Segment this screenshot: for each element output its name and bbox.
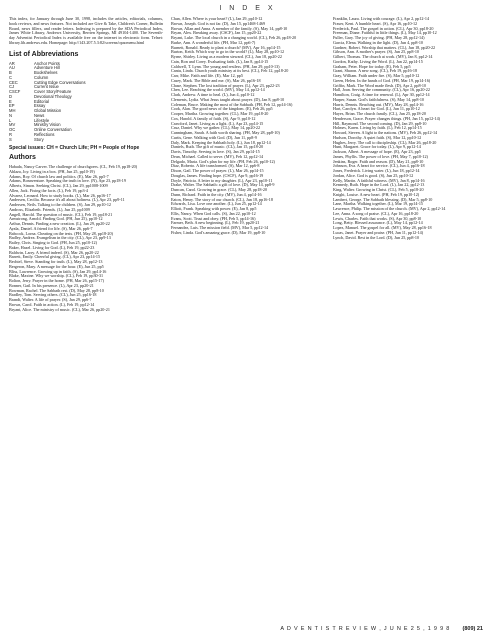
index-entry: Bradley, Tom. Serving others. (CL), Jun 25, pp16-18 xyxy=(9,292,97,298)
abbreviation-meaning: Devotional Theology xyxy=(34,93,72,99)
index-entry: Knight, Louise. A new heart. (PH, Feb 19, pp10-12) xyxy=(333,191,420,197)
publication-line: A D V E N T I S T R E V I E W , J U N E 2 5 , 1 9 9 8 xyxy=(280,626,451,632)
index-entry: Duncan, Carol. Growing in grace. (CL), May 28, pp18-20 xyxy=(171,187,268,192)
abbreviation-code: AU xyxy=(9,65,15,71)
abbreviation-code: MV xyxy=(9,122,16,128)
index-entry: Eaton, Henry. The story of our church. (CL), Jun 18, pp16-18 xyxy=(171,196,273,202)
index-entry: Hamilton, Craig. A time for renewal. (L), Apr 30, pp12-14 xyxy=(333,92,430,97)
index-entry: Brandt, Walter. A life of prayer. (S), Jan 29, pp6-7 xyxy=(9,297,92,302)
index-entry: Dunn, Richard. Faith in the city. (MV), Jun 4, pp14-16 xyxy=(171,191,262,197)
special-issues-note: Special issues: CH = Church Life; PH = People of Hope xyxy=(9,145,140,152)
index-entry: Byrne, Shirley. Living as a modern steward. (CL), Jun 18, pp20-22 xyxy=(171,54,282,59)
index-entry: Hill, Raymond. The second coming. (D), Jan 29, pp8-10 xyxy=(333,120,427,126)
index-entry: Burke, Ann. A wonderful life. (PH, Mar 12, pp6-7) xyxy=(171,39,256,45)
index-entry: Andersen, Neils. Talking to the children. (S), Jan 29, pp10-12 xyxy=(9,202,111,207)
index-entry: Barrett, Emily. Cheerful giving. (CL), Apr 23, pp14-15 xyxy=(9,254,101,260)
index-entry: Hayes, Brian. The church family. (CL), Jun 25, pp18-20 xyxy=(333,111,426,116)
index-entry: Delgado, Maria. God's plan for my life. (PH, Feb 26, pp10-12) xyxy=(171,158,275,164)
abbreviation-code: R xyxy=(9,131,12,137)
index-columns xyxy=(9,17,487,617)
index-entry: Lambert, George. The Sabbath blessing. (D), Mar 5, pp8-10 xyxy=(333,196,433,202)
index-entry: Hall, Joan. Serving the community. (CL), Apr 16, pp20-22 xyxy=(333,87,430,93)
index-entry: Bryant, Luke. The local church in a changing world. (CL), Feb 26, pp18-20 xyxy=(171,35,297,40)
abbreviation-meaning: Cutting Edge Conversations xyxy=(34,79,86,85)
index-entry: Cain, Ron and Corey. Evaluating faith. (L), Jan 8, pp14-15 xyxy=(171,58,269,64)
index-entry: Crawford, Janet. Living as a light. (L), Apr 23, pp14-15 xyxy=(171,120,264,126)
index-entry: Brown, Joseph. God is not far. (D), Jan 15, pp1468-1469 xyxy=(171,20,266,26)
abbreviations-list xyxy=(9,62,163,143)
index-entry: Garcia, Elena. Walking in the light. (D), Jun 4, pp8-10 xyxy=(333,39,423,45)
index-entry: Brown, Carol. Faith in action. (L), Feb 19, pp12-14 xyxy=(9,301,95,307)
index-entry: Cooper, Martha. Growing together. (CL), Mar 19, pp18-20 xyxy=(171,111,269,116)
index-entry: Clements, Lydia. What Jesus taught about prayer. (D), Jan 8, pp8-10 xyxy=(171,96,285,102)
abbreviation-code: L xyxy=(9,117,12,123)
index-entry: Brown, Allan and Anna. A member of the family. (S), May 14, pp8-10 xyxy=(171,25,288,31)
index-entry: Frederick, Paul. The gospel in action. (CL), Apr 30, pp18-20 xyxy=(333,25,434,31)
index-entry: Daly, Mark. Keeping the Sabbath holy. (L), Jun 18, pp12-14 xyxy=(171,139,271,145)
index-entry: James, Phyllis. The power of love. (PH, May 7, pp10-12) xyxy=(333,153,428,159)
abbreviation-meaning: Online Conversation xyxy=(34,127,72,132)
index-entry: Farmer, Beth. A new beginning. (L), Feb 19, pp20-21 xyxy=(171,220,260,226)
index-entry: Dixon, Gail. The power of prayer. (L), Mar 26, pp14-15 xyxy=(171,168,264,173)
abbreviation-meaning: Editorial xyxy=(34,98,49,104)
abbreviation-code: D xyxy=(9,93,12,99)
index-entry: Curtis, Gene. Walking with God. (D), Jun 11, pp8-9 xyxy=(171,134,257,140)
index-entry: Baldwin, Larry. A friend indeed. (S), Mar 26, pp20-22 xyxy=(9,249,99,255)
index-entry: Drake, Walter. The Sabbath: a gift of love. (D), May 14, pp8-9 xyxy=(171,182,275,188)
abbreviation-meaning: Column xyxy=(34,74,49,80)
index-entry: Cantu, Linda. Church youth ministry at its best. (CL), Feb 12, pp18-20 xyxy=(171,68,289,74)
abbreviation-meaning: Bookshelves xyxy=(34,70,58,75)
index-entry: Gray, William. Faith under fire. (S), Mar 5, pp10-12 xyxy=(333,73,420,78)
index-entry: Evans, Scott. Trust and obey. (PH, Feb 5, pp14-16) xyxy=(171,215,256,221)
abbreviation-meaning: Cover Story/Feature xyxy=(34,89,72,94)
abbreviation-code: CSCF xyxy=(9,89,21,94)
abbreviation-meaning: Ministry Vision xyxy=(34,122,61,128)
index-entry: Caldwell, T. Lynn. The young and restless. (PH, Jan 29, pp10-13) xyxy=(171,63,280,69)
index-entry: Hudson, Dorothy. A quiet faith. (S), Mar 12, pp10-12 xyxy=(333,134,422,140)
index-entry: Hughes, Jerry. The call to discipleship. (CL), Mar 26, pp18-20 xyxy=(333,139,437,145)
index-entry: Diaz, Roberto. A life transformed. (S), Mar 12, pp6-8 xyxy=(171,163,260,169)
index-entry: Gilbert, Thomas. The church at work. (MV), Jan 8, pp12-14 xyxy=(333,54,433,59)
index-entry: Adams, Roy. Of church law and politics. (E), Mar 26, pp5-7 xyxy=(9,173,109,179)
abbreviation-code: MH xyxy=(9,108,16,113)
index-entry: Cox, Harold. A family of faith. (S), Apr 9, pp10-12 xyxy=(171,115,256,121)
index-entry: King, Walter. Growing in Christ. (CL), Feb 5, pp18-20 xyxy=(333,187,424,192)
index-entry: Casey, Mark. The Bible and me. (S), Mar 26, pp16-18 xyxy=(171,77,261,83)
index-entry: Ablaza, Joy. Living in a box. (PH, Jun 25, pp10-19) xyxy=(9,168,95,174)
index-entry: Elliott, Frank. Speaking with power. (E), Jan 8, pp5 xyxy=(171,206,257,211)
index-entry: Dean, Michael. Called to serve. (MV), Feb 12, pp12-14 xyxy=(171,153,264,159)
index-entry: Cruz, Daniel. Why we gather. (CL), May 14, pp20-22 xyxy=(171,125,261,131)
index-entry: Bonner, Gail. In his presence. (L), Apr 23, pp20-21 xyxy=(9,282,94,288)
index-entry: Badley, Andrea. Evangelism in the city. (CL), Apr 23, pp9-13 xyxy=(9,235,111,241)
column-3 xyxy=(333,17,487,617)
abbreviation-code: OC xyxy=(9,127,16,132)
abbreviation-meaning: News xyxy=(34,112,45,118)
index-entry: Burnett, Ronald. Ready to plant a church? (MV), Apr 16, pp14-15 xyxy=(171,44,281,50)
index-entry: Bolton, Jerry. Prayer in the home. (PH, Mar 26, pp15-17) xyxy=(9,278,104,283)
index-entry: Gordon, Kathy. Living the Word. (L), Jan 22, pp14-15 xyxy=(333,58,423,64)
index-entry: Gardner, Robert. Worship that matters. (CL), Jun 18, pp20-22 xyxy=(333,44,436,50)
index-entry: Lawrence, Philip. The mission of the church. (MV), Apr 2, pp12-14 xyxy=(333,206,446,211)
index-entry: Lane, Martha. Walking together. (L), Mar 19, pp14-15 xyxy=(333,201,423,207)
index-entry: Henderson, Grace. Prayer changes things. (PH, Jan 15, pp12-14) xyxy=(333,115,441,121)
abbreviation-code: CEC xyxy=(9,79,18,85)
index-entry: Johnson, Eva. A heart for service. (CL), Jun 4, pp16-18 xyxy=(333,163,425,169)
index-entry: Griffin, Mark. The Word made flesh. (D), Apr 2, pp8-10 xyxy=(333,82,427,88)
index-entry: Graham, Peter. Hope for today. (E), Feb 5, pp5 xyxy=(333,63,411,69)
index-entry: Davis, Timothy. Serving in love. (S), Jan 29, pp14-15 xyxy=(171,149,260,154)
index-entry: Carr, Mike. Faith and life. (E), Mar 12, pp5 xyxy=(171,73,243,78)
index-entry: Jackson, Albert. A message of hope. (E), Apr 23, pp5 xyxy=(333,149,421,154)
index-entry: Cook, Alan. The good news of the kingdom. (E), Feb 26, pp5 xyxy=(171,106,273,112)
index-entry: Jordan, Alice. God is good. (S), Jun 25, pp10-12 xyxy=(333,172,414,178)
index-entry: Clark, Andrew. A time to heal. (L), Jun 4, pp10-12 xyxy=(171,92,255,97)
abbreviation-meaning: Anchor Points xyxy=(34,60,60,66)
index-entry: Lucas, Janet. Prayer and praise. (PH, Jun 11, pp12-14) xyxy=(333,229,424,235)
index-header: I N D E X xyxy=(219,5,276,12)
index-entry: Habada, Nancy Carver. The challenge of churchgoers. (CL, Feb 19, pp18-20) xyxy=(9,164,138,169)
index-entry: Harris, Dennis. Reaching out. (MV), May 28, pp14-16 xyxy=(333,101,424,107)
index-entry: Edwards, Lisa. Love one another. (L), Jun 25, pp12-14 xyxy=(171,201,262,207)
index-entry: Chase, Stephen. The lost tradition of prayer. (L), Apr 23, pp22-23 xyxy=(171,82,280,88)
index-entry: Long, Betty. Blessed assurance. (L), May 14, pp12-14 xyxy=(333,220,423,226)
page-footer xyxy=(280,626,483,632)
abbreviation-meaning: Lifestyle xyxy=(34,117,50,123)
column-2 xyxy=(171,17,325,617)
abbreviation-code: N xyxy=(9,112,12,118)
index-entry: Chan, Allen. Where is your heart? (L), Jan 29, pp10-12 xyxy=(171,17,263,21)
page-number: (809) 21 xyxy=(462,626,483,632)
abbreviation-meaning: Adventure Hill xyxy=(34,65,60,71)
abbreviation-code: C xyxy=(9,74,12,80)
index-entry: Alberts, Simon. Seeking Christ. (CL), Jan 29, pp1008-1009 xyxy=(9,183,108,188)
index-entry: Alvarez, Leonard. How to study books. (L), Mar 26, pp16-17 xyxy=(9,192,111,198)
index-entry: Lynch, David. Rest in the Lord. (D), Jun 25, pp8-10 xyxy=(333,234,420,240)
index-entry: Bryant, Alice. The ministry of music. (CL), Mar 26, pp20-21 xyxy=(9,306,110,312)
index-entry: Daniels, Ruth. The gift of music. (CL), Jan 15, pp18-20 xyxy=(171,144,264,150)
abbreviation-code: E xyxy=(9,98,12,104)
index-entry: Adams, Bonaventure. Speaking the truth in love. (N), Apr 23, pp18-19 xyxy=(9,178,126,184)
index-entry: Franklin, Laura. Living with courage. (L), Apr 2, pp12-14 xyxy=(333,17,430,21)
index-entry: Bryan, Alex. Breaking away. (CSCF), Jan 15, pp20-22 xyxy=(171,30,262,36)
index-entry: Lopez, Manuel. The gospel for all. (MV), May 28, pp16-18 xyxy=(333,225,432,230)
index-entry: Fernandez, Luis. The mission field. (MV), Mar 5, pp12-14 xyxy=(171,225,269,230)
index-entry: Bechtel, Steve. Standing for truth. (L), May 28, pp12-13 xyxy=(9,259,103,264)
index-entry: Fisher, Linda. God's amazing grace. (D), Mar 19, pp8-10 xyxy=(171,229,266,235)
index-entry: Kennedy, Ruth. Hope in the Lord. (L), Jan 22, pp12-13 xyxy=(333,182,425,188)
abbreviation-meaning: Story xyxy=(34,136,44,142)
index-entry: Fuller, Gary. The joy of giving. (PH, May 28, pp12-14) xyxy=(333,35,425,40)
index-entry: Harper, Susan. God's faithfulness. (S), May 14, pp8-10 xyxy=(333,96,424,102)
abbreviation-meaning: Reflections xyxy=(34,131,55,137)
index-entry: Chen, Lee. Reaching the world. (MV), May 14, pp12-14 xyxy=(171,87,265,93)
index-entry: Ayala, Daniel. A friend for life. (S), Mar 26, pp6-7 xyxy=(9,225,93,231)
index-entry: Hunt, Margaret. Grace for today. (L), Apr 9, pp12-14 xyxy=(333,144,421,150)
author-entries-2 xyxy=(171,17,325,236)
intro-paragraph: This index, for January through June 30, 1998, includes the articles, editorials, columns, book reviews, and news features. Not included are Give & Take, Children's Corner, Bulletin Board, news fillers, and reader letters. Indexing is prepared by the SDA Periodical Index, James White Library, Andrews University, Berrien Springs, MI 49104-1400. The Seventh-day Adventist Periodical Index is available free on the internet in electronic form. Telnet: library.lib.andrews.edu. Homepage: http://143.207.5.3:82/screens/opacmenu.html xyxy=(9,17,163,45)
author-entries-1 xyxy=(9,165,163,312)
index-entry: Armstrong, Arnold. Finding God. (PH, Jun 25), pp10-12 xyxy=(9,216,103,222)
index-entry: Lewis, Charles. Faith that works. (S), Apr 30, pp8-10 xyxy=(333,215,422,221)
index-entry: Bliss, Lawrence. Growing up in faith. (S), Jan 29, pp14-16 xyxy=(9,268,107,274)
abbreviation-meaning: Global Mission xyxy=(34,108,62,113)
index-entry: Allen, Jack. Fixing the facts. (L), Feb 19, pp3-4 xyxy=(9,187,89,193)
abbreviation-code: S xyxy=(9,136,12,142)
index-entry: Bergeron, Mary. A message for the hour. (E), Jun 25, pp5 xyxy=(9,263,104,269)
index-entry: Jones, Frederick. Living water. (L), Jun 18, pp12-14 xyxy=(333,168,420,173)
index-entry: Andersen, Cecilia. Because it's all about holiness. (L), Apr 23, pp9-11 xyxy=(9,197,125,203)
column-1 xyxy=(9,17,163,617)
index-entry: Grant, Sharon. A new song. (CL), Feb 19, pp16-18 xyxy=(333,68,418,74)
abbreviation-code: B xyxy=(9,70,12,75)
index-entry: Douglas, James. Finding hope. (CSCF), Apr 9, pp16-19 xyxy=(171,172,264,178)
abbreviation-code: CJ xyxy=(9,84,15,90)
index-entry: Green, Helen. In the hands of God. (PH, Mar 19, pp14-16) xyxy=(333,77,431,83)
index-entry: Fraser, Kent. A humble heart. (S), Apr 16, pp10-12 xyxy=(333,20,418,26)
index-entry: Doyle, Patricia. A letter to my daughter. (L), Apr 23, pp10-11 xyxy=(171,177,273,183)
index-entry: Lee, Anna. A song of praise. (CL), Apr 16, pp18-20 xyxy=(333,210,419,216)
index-entry: Hart, Carolyn. A heart for God. (L), Jun 11, pp10-12 xyxy=(333,106,420,112)
authors-title: Authors xyxy=(9,154,36,161)
abbreviation-meaning: Essay xyxy=(34,103,46,109)
index-entry: Gibson, Ann. A mother's prayer. (S), Jun 25, pp8-10 xyxy=(333,49,419,55)
index-entry: Jenkins, Roger. Faith and reason. (D), May 21, pp8-10 xyxy=(333,158,424,164)
index-entry: Howard, Steven. A light to the nations. (MV), Feb 26, pp12-14 xyxy=(333,130,438,135)
index-entry: Baker, Hazel. Living for God. (L), Feb 19, pp22-23 xyxy=(9,244,95,250)
abbreviation-code: EP xyxy=(9,103,15,109)
index-entry: Coleman, Bruce. Making the most of the Sabbath. (PH, Feb 12, pp14-16) xyxy=(171,101,293,107)
index-entry: Arthur, Dennis. Finding a new creation. (L), Jan 29, pp20-22 xyxy=(9,221,110,226)
index-entry: Babcock, Lorna. Cheating on the tests. (PH, May 28, pp18-20) xyxy=(9,230,113,236)
abbreviation-meaning: Current Issue xyxy=(34,84,59,90)
index-entry: Bowman, Rachel. The Sabbath rest. (D), May 28, pp8-10 xyxy=(9,287,104,293)
abbreviation-code: AR xyxy=(9,60,15,66)
index-entry: Andross, Elizabeth. Friends. (L), Jun 25, pp1009 xyxy=(9,206,90,212)
index-entry: Holmes, Karen. Living by faith. (L), Feb 12, pp14-15 xyxy=(333,125,422,131)
abbreviations-title: List of Abbreviations xyxy=(9,50,79,58)
index-entry: Blake, Maxine. Why we worship. (CL), Feb 19, pp30-31 xyxy=(9,273,104,279)
index-entry: Angell, Harold. The question of music. (CL), Feb 19, pp18-21 xyxy=(9,211,113,217)
index-entry: Bailey, Chris. Singing to God. (PH, Jun 25, pp10-12) xyxy=(9,240,97,245)
index-entry: Freeman, Diane. Faithful in little things. (L), May 14, pp10-12 xyxy=(333,30,437,36)
index-entry: Kelly, Martin. A faithful witness. (MV), Jan 8, pp14-16 xyxy=(333,177,425,183)
index-entry: Ellis, Nancy. When God calls. (S), Jan 22, pp10-12 xyxy=(171,210,256,216)
index-entry: Cunningham, Sarah. A faith worth sharing. (PH, May 28, pp8-10) xyxy=(171,130,280,135)
index-entry: Burton, Keith. Which way to go in the world? (L), May 28, pp10-12 xyxy=(171,49,285,55)
author-entries-3 xyxy=(333,17,487,240)
